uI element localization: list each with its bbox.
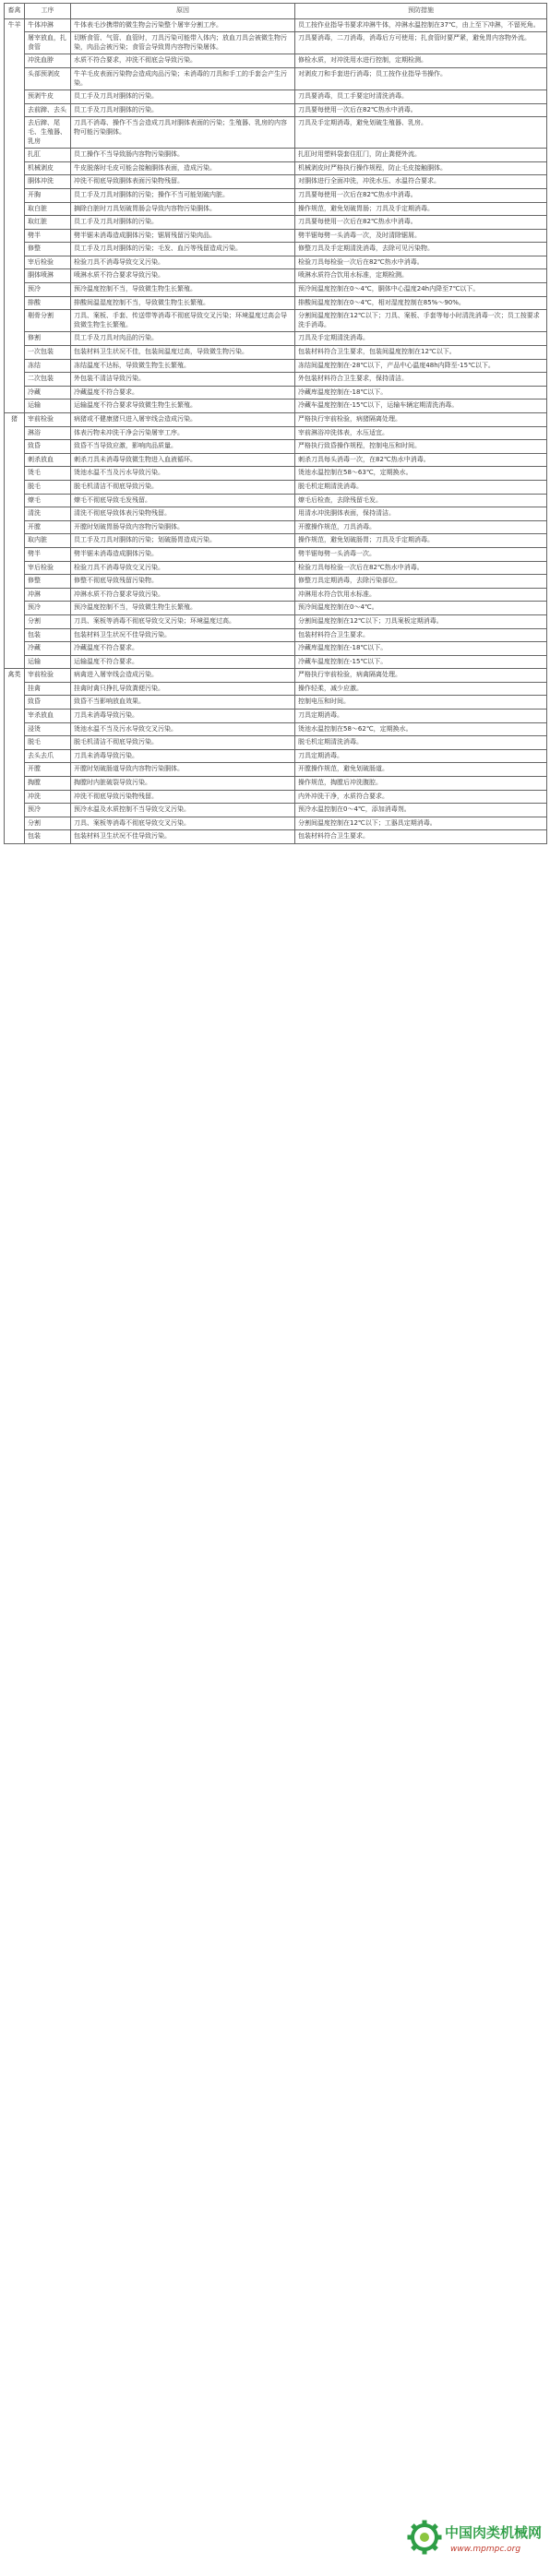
preventive-measure-cell: 操作轻柔，减少应激。	[295, 682, 547, 696]
preventive-measure-cell: 外包装材料符合卫生要求，保持清洁。	[295, 373, 547, 387]
process-step-cell: 冷藏	[25, 642, 71, 656]
process-step-cell: 开胸	[25, 188, 71, 202]
process-step-cell: 去前蹄、去头	[25, 103, 71, 117]
table-row	[5, 202, 547, 216]
table-row	[5, 103, 547, 117]
table-row	[5, 467, 547, 481]
process-step-cell: 去头去爪	[25, 749, 71, 763]
cause-cell: 喷淋水质不符合要求导致污染。	[71, 269, 295, 283]
table-row	[5, 494, 547, 507]
table-row	[5, 602, 547, 615]
preventive-measure-cell: 脱毛机定期清洗消毒。	[295, 480, 547, 494]
table-row	[5, 817, 547, 830]
preventive-measure-cell: 检验刀具每检验一次后在82℃热水中消毒。	[295, 256, 547, 269]
preventive-measure-cell: 修整刀具定期消毒，去除污染部位。	[295, 575, 547, 589]
table-row	[5, 426, 547, 440]
cause-cell: 检验刀具不消毒导致交叉污染。	[71, 561, 295, 575]
process-step-cell: 头部预剥皮	[25, 67, 71, 89]
preventive-measure-cell: 排酸间温度控制在0～4℃，相对湿度控制在85%～90%。	[295, 296, 547, 310]
preventive-measure-cell: 燎毛后检查，去除残留毛发。	[295, 494, 547, 507]
preventive-measure-cell: 机械剥皮时严格执行操作规程，防止毛皮接触胴体。	[295, 161, 547, 175]
process-step-cell: 冲洗血脖	[25, 54, 71, 68]
process-step-cell: 机械剥皮	[25, 161, 71, 175]
preventive-measure-cell: 冷藏车温度控制在-15℃以下。	[295, 655, 547, 669]
table-row	[5, 216, 547, 230]
cause-cell: 冻结温度不达标，导致微生物生长繁殖。	[71, 359, 295, 373]
table-row	[5, 332, 547, 346]
cause-cell: 刀具、案板等消毒不彻底导致交叉污染；环境温度过高。	[71, 614, 295, 628]
preventive-measure-cell: 刀具要消毒，员工手要定时清洗消毒。	[295, 90, 547, 104]
cause-cell: 员工手及刀具对胴体的污染。	[71, 90, 295, 104]
preventive-measure-cell: 脱毛机定期清洗消毒。	[295, 736, 547, 750]
process-step-cell: 宰后检验	[25, 256, 71, 269]
process-step-cell: 开膛	[25, 763, 71, 777]
process-hazard-table	[4, 3, 547, 844]
table-row	[5, 682, 547, 696]
preventive-measure-cell: 严格执行致昏操作规程，控制电压和时间。	[295, 440, 547, 454]
table-body	[5, 18, 547, 843]
preventive-measure-cell: 烫池水温控制在58～62℃，定期换水。	[295, 722, 547, 736]
table-row	[5, 256, 547, 269]
preventive-measure-cell: 包装材料符合卫生要求，包装间温度控制在12℃以下。	[295, 346, 547, 360]
process-step-cell: 胴体冲洗	[25, 175, 71, 189]
cause-cell: 烫池水温不当及污水导致交叉污染。	[71, 722, 295, 736]
process-step-cell: 预冷	[25, 602, 71, 615]
cause-cell: 刀具未消毒导致污染。	[71, 749, 295, 763]
process-step-cell: 宰后检验	[25, 561, 71, 575]
preventive-measure-cell: 劈半锯每劈一头消毒一次。	[295, 547, 547, 561]
cause-cell: 冲淋水质不符合要求导致污染。	[71, 588, 295, 602]
process-step-cell: 劈半	[25, 547, 71, 561]
process-step-cell: 浸烫	[25, 722, 71, 736]
table-row	[5, 67, 547, 89]
gear-logo-icon	[406, 2519, 443, 2556]
table-row	[5, 386, 547, 400]
preventive-measure-cell: 开膛操作规范，刀具消毒。	[295, 520, 547, 534]
preventive-measure-cell: 冷藏车温度控制在-15℃以下，运输车辆定期清洗消毒。	[295, 400, 547, 413]
process-step-cell: 宰前检验	[25, 413, 71, 427]
gear-tooth-icon	[408, 2535, 412, 2540]
process-step-cell: 宰前检验	[25, 669, 71, 683]
header-process-step: 工序	[25, 4, 71, 19]
cause-cell: 燎毛不彻底导致毛发残留。	[71, 494, 295, 507]
preventive-measure-cell: 用清水冲洗胴体表面，保持清洁。	[295, 507, 547, 521]
preventive-measure-cell: 分割间温度控制在12℃以下；刀具、案板、手套等每小时清洗消毒一次；员工按要求洗手消毒。	[295, 310, 547, 332]
process-step-cell: 分割	[25, 614, 71, 628]
process-step-cell: 排酸	[25, 296, 71, 310]
process-step-cell: 修割	[25, 332, 71, 346]
category-cell: 猪	[5, 413, 25, 669]
table-row	[5, 359, 547, 373]
process-step-cell: 包装	[25, 830, 71, 844]
cause-cell: 包装材料卫生状况不佳导致污染。	[71, 830, 295, 844]
cause-cell: 牛体表毛沙携带的微生物会污染整个屠宰分割工序。	[71, 18, 295, 32]
table-row	[5, 296, 547, 310]
preventive-measure-cell: 刀具要每使用一次后在82℃热水中消毒。	[295, 103, 547, 117]
cause-cell: 摘除白脏时刀具划破胃肠会导致内容物污染胴体。	[71, 202, 295, 216]
process-step-cell: 致昏	[25, 440, 71, 454]
cause-cell: 预冷温度控制不当，导致微生物生长繁殖。	[71, 602, 295, 615]
cause-cell: 病禽进入屠宰线会造成污染。	[71, 669, 295, 683]
process-step-cell: 修整	[25, 243, 71, 256]
table-row	[5, 588, 547, 602]
table-row	[5, 32, 547, 54]
process-step-cell: 劈半	[25, 229, 71, 243]
gear-tooth-icon	[423, 2521, 427, 2525]
table-row	[5, 440, 547, 454]
preventive-measure-cell: 操作规范，避免划破胃肠；刀具及手定期消毒。	[295, 202, 547, 216]
preventive-measure-cell: 修检水质，对冲洗用水进行控制，定期检测。	[295, 54, 547, 68]
cause-cell: 员工手及刀具对胴体的污染；划破肠胃造成污染。	[71, 534, 295, 548]
preventive-measure-cell: 宰前淋浴冲洗体表，水压适宜。	[295, 426, 547, 440]
table-row	[5, 655, 547, 669]
category-cell: 牛羊	[5, 18, 25, 412]
table-row	[5, 507, 547, 521]
cause-cell: 挂禽时禽只挣扎导致粪便污染。	[71, 682, 295, 696]
cause-cell: 劈半锯未消毒造成胴体污染。	[71, 547, 295, 561]
preventive-measure-cell: 严格执行宰前检验，病猪隔离处理。	[295, 413, 547, 427]
cause-cell: 冲洗不彻底导致胴体表面污染物残留。	[71, 175, 295, 189]
process-step-cell: 挂禽	[25, 682, 71, 696]
table-row	[5, 149, 547, 162]
table-row	[5, 669, 547, 683]
preventive-measure-cell: 扎肛时用塑料袋套住肛门，防止粪便外流。	[295, 149, 547, 162]
cause-cell: 刀具不消毒、操作不当会造成刀具对胴体表面的污染；生殖器、乳房的内容物可能污染胴体。	[71, 117, 295, 149]
table-row	[5, 400, 547, 413]
category-cell: 禽类	[5, 669, 25, 844]
process-step-cell: 冲淋	[25, 588, 71, 602]
cause-cell: 员工手及刀具对胴体的污染；毛发、血污等残留造成污染。	[71, 243, 295, 256]
table-row	[5, 749, 547, 763]
table-row	[5, 90, 547, 104]
cause-cell: 脱毛机清洁不彻底导致污染。	[71, 480, 295, 494]
table-row	[5, 736, 547, 750]
table-row	[5, 534, 547, 548]
table-row	[5, 18, 547, 32]
process-step-cell: 扎肛	[25, 149, 71, 162]
table-row	[5, 243, 547, 256]
process-step-cell: 预冷	[25, 283, 71, 297]
header-cause: 原因	[71, 4, 295, 19]
cause-cell: 牛羊毛皮表面污染物会造成肉品污染；未消毒的刀具和手工的手套会产生污染。	[71, 67, 295, 89]
table-row	[5, 722, 547, 736]
table-row	[5, 547, 547, 561]
process-step-cell: 冲洗	[25, 790, 71, 804]
table-row	[5, 696, 547, 710]
cause-cell: 检验刀具不消毒导致交叉污染。	[71, 256, 295, 269]
cause-cell: 刀具未消毒导致污染。	[71, 710, 295, 723]
cause-cell: 冲洗不彻底导致污染物残留。	[71, 790, 295, 804]
table-row	[5, 520, 547, 534]
preventive-measure-cell: 刀具要每使用一次后在82℃热水中消毒。	[295, 216, 547, 230]
table-row	[5, 710, 547, 723]
cause-cell: 运输温度不符合要求导致微生物生长繁殖。	[71, 400, 295, 413]
watermark-url: www.mpmpc.org	[450, 2545, 521, 2554]
cause-cell: 致昏不当导致应激，影响肉品质量。	[71, 440, 295, 454]
preventive-measure-cell: 预冷水温控制在0～4℃，添加消毒剂。	[295, 804, 547, 817]
process-step-cell: 预剥牛皮	[25, 90, 71, 104]
process-step-cell: 屠宰放血，扎食管	[25, 32, 71, 54]
preventive-measure-cell: 控制电压和时间。	[295, 696, 547, 710]
cause-cell: 刺杀刀具未消毒导致微生物进入血液循环。	[71, 453, 295, 467]
table-row	[5, 804, 547, 817]
site-watermark	[406, 2513, 544, 2572]
process-step-cell: 燎毛	[25, 494, 71, 507]
preventive-measure-cell: 对剥皮刀和手套进行消毒；员工按作业指导书操作。	[295, 67, 547, 89]
process-step-cell: 致昏	[25, 696, 71, 710]
cause-cell: 外包装不清洁导致污染。	[71, 373, 295, 387]
cause-cell: 掏膛时内脏破裂导致污染。	[71, 777, 295, 791]
process-step-cell: 牛体冲淋	[25, 18, 71, 32]
cause-cell: 烫池水温不当及污水导致污染。	[71, 467, 295, 481]
cause-cell: 运输温度不符合要求。	[71, 655, 295, 669]
cause-cell: 刀具、案板、手套、传送带等消毒不彻底导致交叉污染；环境温度过高会导致微生物生长繁殖。	[71, 310, 295, 332]
preventive-measure-cell: 严格执行宰前检验，病禽隔离处理。	[295, 669, 547, 683]
table-row	[5, 453, 547, 467]
table-row	[5, 561, 547, 575]
process-step-cell: 烫毛	[25, 467, 71, 481]
preventive-measure-cell: 刺杀刀具每头消毒一次，在82℃热水中消毒。	[295, 453, 547, 467]
table-header-row	[5, 4, 547, 19]
header-preventive-measure: 预防措施	[295, 4, 547, 19]
process-step-cell: 开膛	[25, 520, 71, 534]
cause-cell: 修整不彻底导致残留污染物。	[71, 575, 295, 589]
preventive-measure-cell: 对胴体进行全面冲洗，冲洗水压、水温符合要求。	[295, 175, 547, 189]
preventive-measure-cell: 预冷间温度控制在0～4℃。	[295, 602, 547, 615]
cause-cell: 排酸间温湿度控制不当，导致微生物生长繁殖。	[71, 296, 295, 310]
cause-cell: 病猪或不健康猪只进入屠宰线会造成污染。	[71, 413, 295, 427]
cause-cell: 牛皮脱落时毛皮可能会接触胴体表面，造成污染。	[71, 161, 295, 175]
process-table-container	[4, 3, 546, 2573]
process-step-cell: 修整	[25, 575, 71, 589]
process-step-cell: 取白脏	[25, 202, 71, 216]
table-row	[5, 54, 547, 68]
preventive-measure-cell: 操作规范，掏膛后冲洗腹腔。	[295, 777, 547, 791]
preventive-measure-cell: 刀具及手定期清洗消毒。	[295, 332, 547, 346]
process-step-cell: 取红脏	[25, 216, 71, 230]
cause-cell: 劈半锯未消毒造成胴体污染；锯屑残留污染肉品。	[71, 229, 295, 243]
table-row	[5, 614, 547, 628]
table-row	[5, 373, 547, 387]
preventive-measure-cell: 员工按作业指导书要求冲淋牛体，冲淋水温控制在37℃，由上至下冲淋，不留死角。	[295, 18, 547, 32]
cause-cell: 员工手及刀具对肉品的污染。	[71, 332, 295, 346]
process-step-cell: 脱毛	[25, 736, 71, 750]
gear-tooth-icon	[423, 2550, 427, 2555]
preventive-measure-cell: 修整刀具及手定期清洗消毒，去除可见污染物。	[295, 243, 547, 256]
cause-cell: 冷藏温度不符合要求。	[71, 386, 295, 400]
process-step-cell: 分割	[25, 817, 71, 830]
preventive-measure-cell: 刀具要每使用一次后在82℃热水中消毒。	[295, 188, 547, 202]
cause-cell: 员工手及刀具对胴体的污染。	[71, 103, 295, 117]
process-step-cell: 去后蹄、尾毛、生殖器、乳房	[25, 117, 71, 149]
cause-cell: 包装材料卫生状况不佳，包装间温度过高，导致微生物污染。	[71, 346, 295, 360]
process-step-cell: 运输	[25, 400, 71, 413]
table-row	[5, 790, 547, 804]
preventive-measure-cell: 刀具定期消毒。	[295, 749, 547, 763]
process-step-cell: 清洗	[25, 507, 71, 521]
preventive-measure-cell: 刀具及手定期消毒，避免划破生殖器、乳房。	[295, 117, 547, 149]
process-step-cell: 一次包装	[25, 346, 71, 360]
preventive-measure-cell: 操作规范，避免划破肠胃；刀具及手定期消毒。	[295, 534, 547, 548]
preventive-measure-cell: 冷藏库温度控制在-18℃以下。	[295, 386, 547, 400]
cause-cell: 员工手及刀具对胴体的污染。	[71, 216, 295, 230]
preventive-measure-cell: 喷淋水质符合饮用水标准，定期检测。	[295, 269, 547, 283]
preventive-measure-cell: 包装材料符合卫生要求。	[295, 628, 547, 642]
process-step-cell: 包装	[25, 628, 71, 642]
cause-cell: 体表污物未冲洗干净会污染屠宰工序。	[71, 426, 295, 440]
process-step-cell: 二次包装	[25, 373, 71, 387]
cause-cell: 刀具、案板等消毒不彻底导致交叉污染。	[71, 817, 295, 830]
cause-cell: 清洗不彻底导致体表污染物残留。	[71, 507, 295, 521]
preventive-measure-cell: 冷藏库温度控制在-18℃以下。	[295, 642, 547, 656]
cause-cell: 致昏不当影响放血效果。	[71, 696, 295, 710]
table-row	[5, 642, 547, 656]
table-row	[5, 283, 547, 297]
cause-cell: 冷藏温度不符合要求。	[71, 642, 295, 656]
cause-cell: 员工手及刀具对胴体的污染；操作不当可能划破内脏。	[71, 188, 295, 202]
preventive-measure-cell: 冲淋用水符合饮用水标准。	[295, 588, 547, 602]
process-step-cell: 宰杀放血	[25, 710, 71, 723]
table-row	[5, 269, 547, 283]
preventive-measure-cell: 内外冲洗干净，水质符合要求。	[295, 790, 547, 804]
cause-cell: 开膛时划破肠道导致内容物污染胴体。	[71, 763, 295, 777]
cause-cell: 预冷温度控制不当，导致微生物生长繁殖。	[71, 283, 295, 297]
preventive-measure-cell: 包装材料符合卫生要求。	[295, 830, 547, 844]
process-step-cell: 运输	[25, 655, 71, 669]
cause-cell: 员工操作不当导致肠内容物污染胴体。	[71, 149, 295, 162]
preventive-measure-cell: 检验刀具每检验一次后在82℃热水中消毒。	[295, 561, 547, 575]
process-step-cell: 取内脏	[25, 534, 71, 548]
table-row	[5, 575, 547, 589]
table-row	[5, 175, 547, 189]
table-row	[5, 117, 547, 149]
cause-cell: 包装材料卫生状况不佳导致污染。	[71, 628, 295, 642]
table-row	[5, 188, 547, 202]
table-row	[5, 628, 547, 642]
preventive-measure-cell: 烫池水温控制在58～63℃，定期换水。	[295, 467, 547, 481]
process-step-cell: 剔骨分割	[25, 310, 71, 332]
cause-cell: 预冷水温及水质控制不当导致交叉污染。	[71, 804, 295, 817]
preventive-measure-cell: 刀具定期消毒。	[295, 710, 547, 723]
table-row	[5, 480, 547, 494]
table-row	[5, 777, 547, 791]
preventive-measure-cell: 预冷间温度控制在0～4℃，胴体中心温度24h内降至7℃以下。	[295, 283, 547, 297]
gear-tooth-icon	[437, 2535, 442, 2540]
process-step-cell: 脱毛	[25, 480, 71, 494]
table-row	[5, 763, 547, 777]
table-row	[5, 413, 547, 427]
process-step-cell: 冷藏	[25, 386, 71, 400]
table-row	[5, 830, 547, 844]
table-row	[5, 229, 547, 243]
cause-cell: 切断食管、气管、血管时，刀具污染可能带入体内；放血刀具会被微生物污染，肉品会被污染；食管会导致胃内容物污染屠体。	[71, 32, 295, 54]
process-step-cell: 预冷	[25, 804, 71, 817]
process-step-cell: 淋浴	[25, 426, 71, 440]
table-row	[5, 310, 547, 332]
table-row	[5, 161, 547, 175]
watermark-title: 中国肉类机械网	[445, 2524, 543, 2541]
preventive-measure-cell: 刀具要消毒，二刀消毒，消毒后方可使用；扎食管时要严紧，避免胃内容物外流。	[295, 32, 547, 54]
preventive-measure-cell: 开膛操作规范，避免划破肠道。	[295, 763, 547, 777]
cause-cell: 水质不符合要求，冲洗不彻底会导致污染。	[71, 54, 295, 68]
table-row	[5, 346, 547, 360]
header-category: 畜禽	[5, 4, 25, 19]
cause-cell: 脱毛机清洁不彻底导致污染。	[71, 736, 295, 750]
preventive-measure-cell: 分割间温度控制在12℃以下；刀具案板定期消毒。	[295, 614, 547, 628]
preventive-measure-cell: 劈半锯每劈一头消毒一次，及时清除锯屑。	[295, 229, 547, 243]
process-step-cell: 胴体喷淋	[25, 269, 71, 283]
process-step-cell: 冻结	[25, 359, 71, 373]
preventive-measure-cell: 冻结间温度控制在-28℃以下，产品中心温度48h内降至-15℃以下。	[295, 359, 547, 373]
process-step-cell: 掏膛	[25, 777, 71, 791]
preventive-measure-cell: 分割间温度控制在12℃以下；工器具定期消毒。	[295, 817, 547, 830]
process-step-cell: 刺杀放血	[25, 453, 71, 467]
cause-cell: 开膛时划破胃肠导致内容物污染胴体。	[71, 520, 295, 534]
